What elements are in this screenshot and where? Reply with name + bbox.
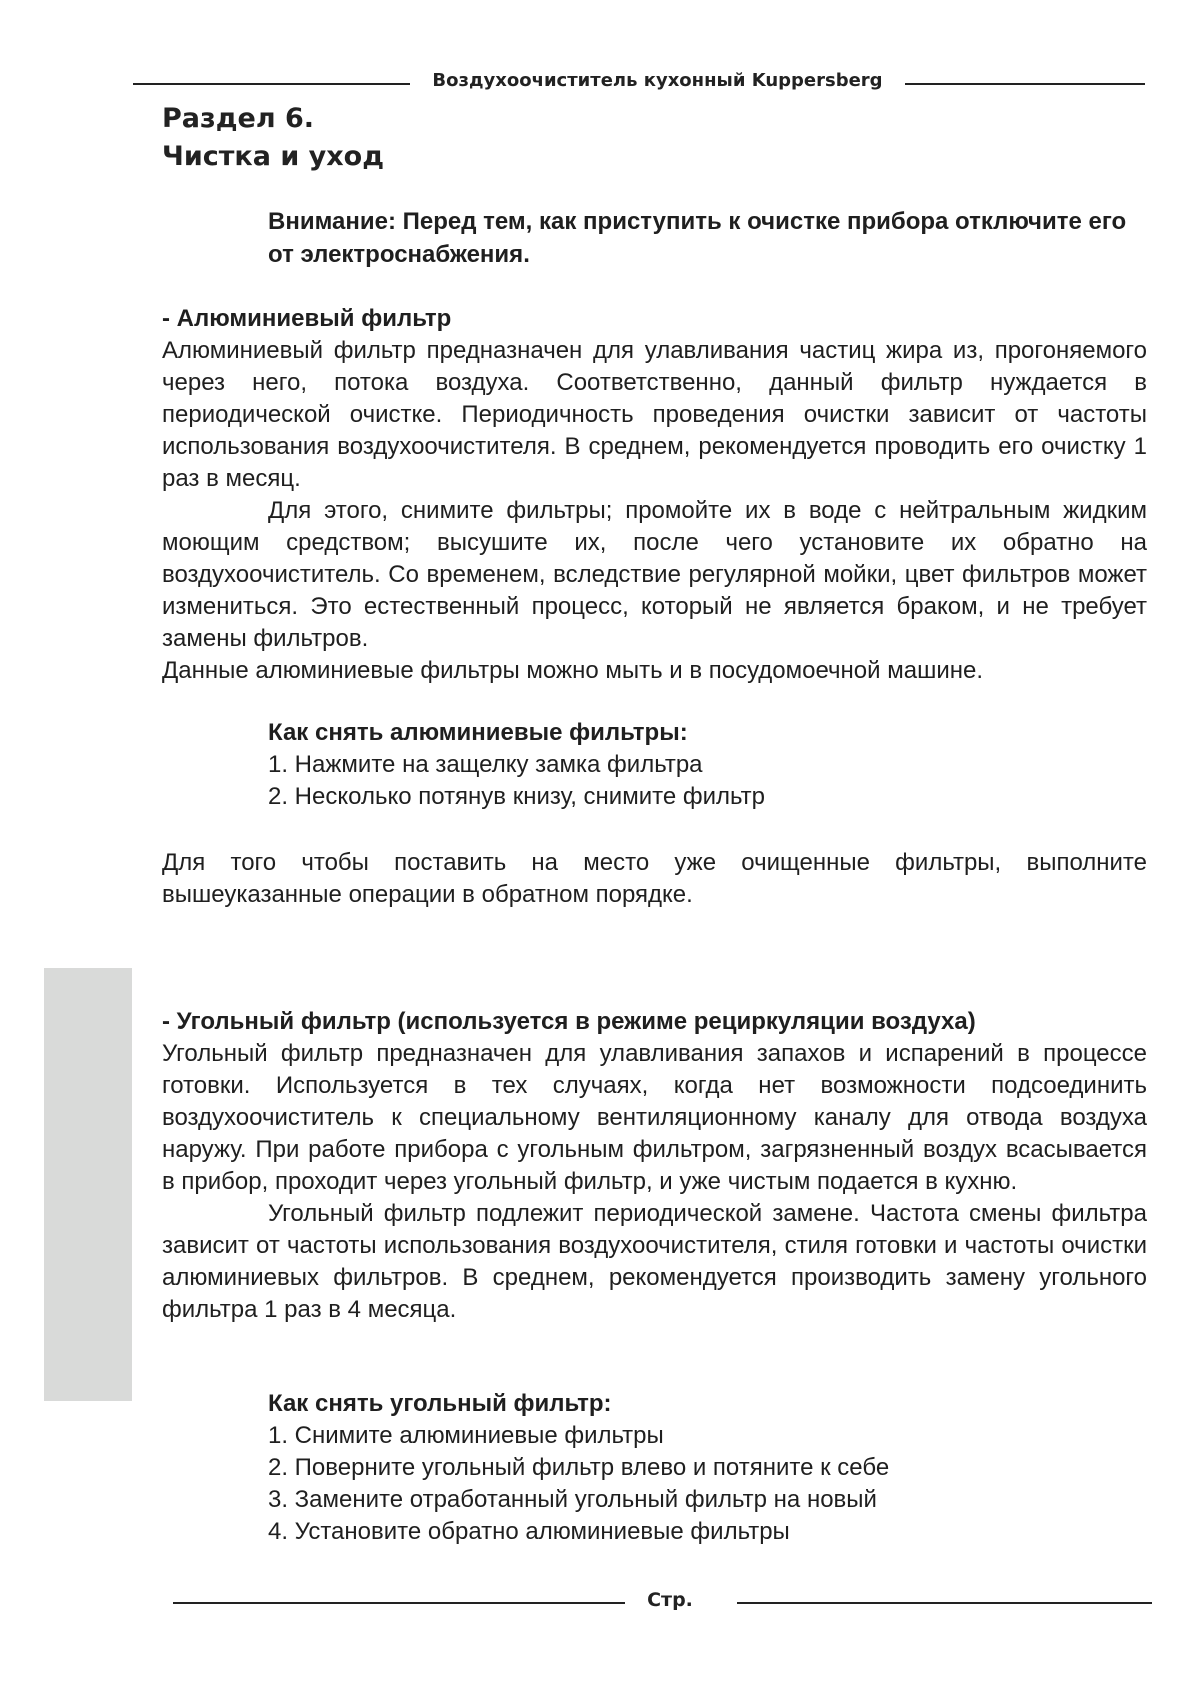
carbon-removal-heading: Как снять угольный фильтр: (268, 1390, 612, 1417)
section-side-tab (44, 968, 132, 1401)
aluminum-filter-dishwasher-note: Данные алюминиевые фильтры можно мыть и в посудомоечной машине. (162, 657, 983, 684)
list-item: 1. Нажмите на защелку замка фильтра (268, 751, 703, 778)
aluminum-filter-cleaning: Для этого, снимите фильтры; промойте их в воде с нейтральным жидким моющим средством; высушите их, после чего установите их обратно на воздухоочиститель. Со временем, вследствие регулярной мойки, цвет фильтров может измениться. Это естественный процесс, который не является браком, и не требует замены фильтров. (162, 497, 1147, 652)
carbon-filter-heading: - Угольный фильтр (используется в режиме рециркуляции воздуха) (162, 1008, 976, 1035)
list-item: 1. Снимите алюминиевые фильтры (268, 1422, 664, 1449)
list-item: 2. Поверните угольный фильтр влево и потяните к себе (268, 1454, 890, 1481)
aluminum-filter-heading: - Алюминиевый фильтр (162, 305, 452, 332)
list-item: 3. Замените отработанный угольный фильтр на новый (268, 1486, 877, 1513)
footer-rule-right (737, 1602, 1152, 1604)
list-item: 4. Установите обратно алюминиевые фильтры (268, 1518, 790, 1545)
list-item: 2. Несколько потянув книзу, снимите фильтр (268, 783, 765, 810)
header-title: Воздухоочиститель кухонный Kuppersberg (432, 70, 883, 91)
section-title: Чистка и уход (162, 141, 385, 172)
carbon-filter-description: Угольный фильтр предназначен для улавливания запахов и испарений в процессе готовки. Используется в тех случаях, когда нет возможности подсоединить воздухоочиститель к специальному вентиляционному каналу для отвода воздуха наружу. При работе прибора с угольным фильтром, загрязненный воздух всасывается в прибор, проходит через угольный фильтр, и уже чистым подается в кухню. (162, 1040, 1147, 1195)
carbon-filter-replacement: Угольный фильтр подлежит периодической замене. Частота смены фильтра зависит от частоты использования воздухоочистителя, стиля готовки и частоты очистки алюминиевых фильтров. В среднем, рекомендуется производить замену угольного фильтра 1 раз в 4 месяца. (162, 1200, 1147, 1323)
header-rule-right (905, 83, 1145, 85)
aluminum-filter-description: Алюминиевый фильтр предназначен для улавливания частиц жира из, прогоняемого через него, потока воздуха. Соответственно, данный фильтр нуждается в периодической очистке. Периодичность проведения очистки зависит от частоты использования воздухоочистителя. В среднем, рекомендуется проводить его очистку 1 раз в месяц. (162, 337, 1147, 492)
footer-rule-left (173, 1602, 625, 1604)
carbon-removal-steps (268, 1420, 1148, 1548)
carbon-removal-instructions (268, 1388, 1148, 1548)
safety-warning: Внимание: Перед тем, как приступить к очистке прибора отключите его от электроснабжения. (268, 208, 1127, 268)
carbon-filter-section (162, 1006, 1147, 1326)
page-number-label: Стр. (647, 1589, 693, 1611)
section-heading (162, 100, 384, 176)
aluminum-reinstall-note: Для того чтобы поставить на место уже очищенные фильтры, выполните вышеуказанные операции в обратном порядке. (162, 849, 1147, 908)
header-rule-left (133, 83, 410, 85)
aluminum-removal-instructions (268, 717, 1148, 813)
aluminum-removal-steps (268, 749, 1148, 813)
aluminum-removal-heading: Как снять алюминиевые фильтры: (268, 719, 688, 746)
section-number: Раздел 6. (162, 103, 315, 134)
aluminum-filter-section (162, 303, 1147, 687)
aluminum-reinstall-block (162, 847, 1147, 911)
